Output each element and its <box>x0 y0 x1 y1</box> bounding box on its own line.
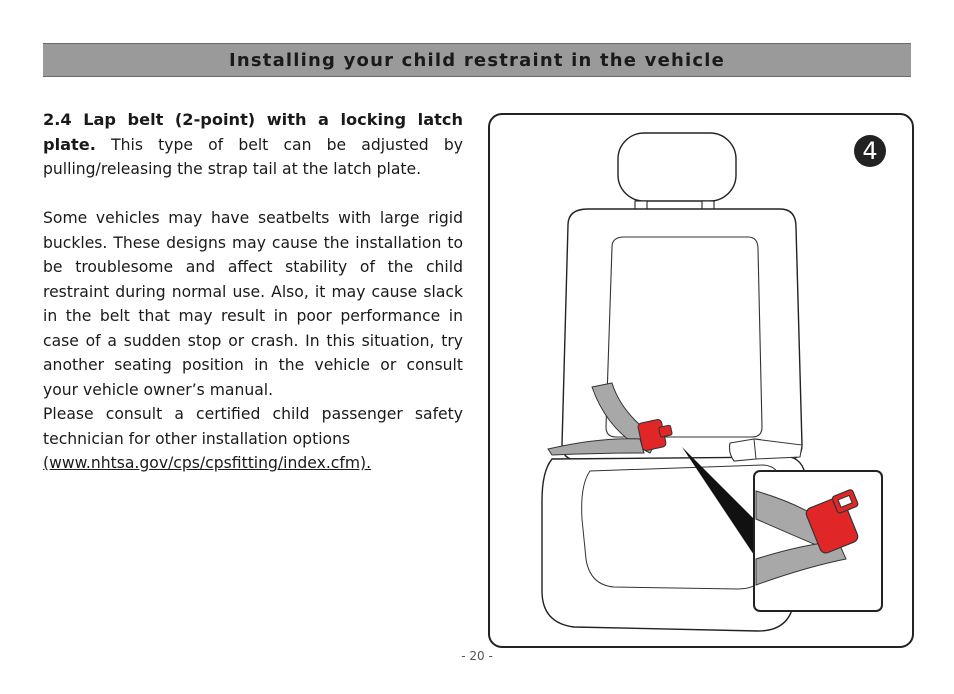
section-heading: 2.4 Lap belt (2-point) with a locking latch plate. <box>43 110 463 154</box>
technician-paragraph: Please consult a certified child passenger safety technician for other installation options <box>43 405 463 448</box>
page-number: - 20 - <box>461 649 493 663</box>
lap-belt-paragraph <box>43 108 463 182</box>
seat-back-panel <box>606 237 762 437</box>
latch-plate-small-tab <box>659 425 673 437</box>
vehicle-seat-drawing <box>490 115 912 646</box>
headrest-shape <box>618 133 736 201</box>
instruction-text <box>43 108 463 476</box>
section-header-bar <box>43 43 911 77</box>
section-header-title: Installing your child restraint in the vehicle <box>228 49 726 71</box>
nhtsa-link[interactable]: (www.nhtsa.gov/cps/cpsfitting/index.cfm). <box>43 454 372 472</box>
seat-belt-illustration <box>488 113 914 648</box>
rigid-buckle-paragraph: Some vehicles may have seatbelts with large rigid buckles. These designs may cause the installation to be troublesome and affect stability of the child restraint during normal use. Also, it may cause slack in the belt that may result in poor performance in case of a sudden stop or crash. In this situation, try another seating position in the vehicle or consult your vehicle owner’s manual. <box>43 209 463 399</box>
step-number-badge: 4 <box>854 135 886 167</box>
lap-belt-intro: This type of belt can be adjusted by pulling/releasing the strap tail at the latch plate. <box>43 135 463 178</box>
